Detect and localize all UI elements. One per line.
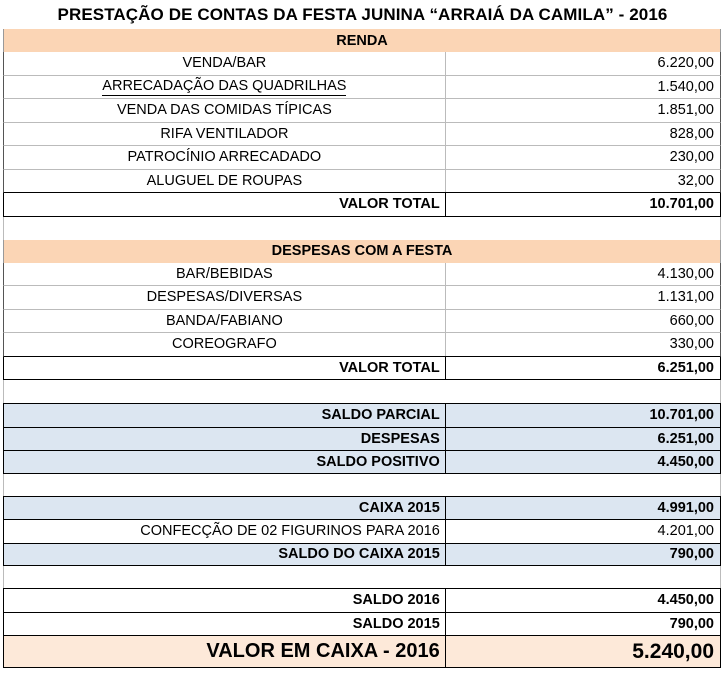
table-row (3, 76, 721, 100)
row-label: PATROCÍNIO ARRECADADO (127, 149, 322, 166)
valor-em-caixa-value: 5.240,00 (445, 636, 720, 667)
row-value: 6.220,00 (445, 52, 720, 75)
row-label: BANDA/FABIANO (165, 312, 283, 329)
accounts-sheet (3, 29, 721, 668)
row-label-text: ARRECADAÇÃO DAS QUADRILHAS (102, 77, 347, 94)
caixa-2015-row (3, 496, 721, 520)
table-row (3, 286, 721, 310)
table-row (3, 146, 721, 170)
table-row (3, 170, 721, 194)
caixa-2015-value: 4.991,00 (445, 497, 720, 520)
saldo-parcial-value: 10.701,00 (445, 404, 720, 427)
row-label: VENDA DAS COMIDAS TÍPICAS (116, 102, 332, 119)
table-row (3, 333, 721, 357)
row-label: COREOGRAFO (172, 336, 277, 353)
saldo-caixa-row (3, 543, 721, 567)
despesas-header (3, 240, 721, 263)
row-value: 1.540,00 (445, 76, 720, 99)
despesas-total-value: 6.251,00 (445, 357, 720, 380)
row-value: 4.130,00 (445, 263, 720, 286)
saldo-2016-value: 4.450,00 (445, 589, 720, 612)
spacer-row (3, 566, 721, 588)
renda-total-value: 10.701,00 (445, 193, 720, 216)
renda-header-label: RENDA (336, 32, 388, 49)
row-label: BAR/BEBIDAS (176, 265, 273, 282)
saldo-2016-row (3, 588, 721, 612)
valor-em-caixa-row (3, 635, 721, 668)
table-row (3, 263, 721, 287)
renda-total-row (3, 193, 721, 217)
row-label (4, 76, 445, 99)
saldo-despesas-row (3, 427, 721, 451)
table-row (3, 310, 721, 334)
table-row (3, 123, 721, 147)
renda-header (3, 29, 721, 52)
saldo-2016-label: SALDO 2016 (352, 592, 440, 609)
saldo-despesas-value: 6.251,00 (445, 428, 720, 451)
saldo-caixa-value: 790,00 (445, 544, 720, 566)
confeccao-label: CONFECÇÃO DE 02 FIGURINOS PARA 2016 (140, 523, 440, 540)
row-label: ALUGUEL DE ROUPAS (146, 172, 303, 189)
saldo-parcial-row (3, 403, 721, 427)
despesas-total-label: VALOR TOTAL (339, 359, 440, 376)
row-value: 660,00 (445, 310, 720, 333)
table-row (3, 52, 721, 76)
row-value: 1.131,00 (445, 286, 720, 309)
caixa-2015-label: CAIXA 2015 (358, 499, 440, 516)
spacer-row (3, 474, 721, 496)
saldo-parcial-label: SALDO PARCIAL (321, 407, 440, 424)
row-label: VENDA/BAR (182, 55, 267, 72)
confeccao-row (3, 519, 721, 543)
row-value: 828,00 (445, 123, 720, 146)
saldo-2015-row (3, 612, 721, 636)
row-value: 1.851,00 (445, 99, 720, 122)
row-label: DESPESAS/DIVERSAS (146, 289, 303, 306)
saldo-despesas-label: DESPESAS (360, 430, 440, 447)
renda-total-label: VALOR TOTAL (339, 196, 440, 213)
saldo-2015-label: SALDO 2015 (352, 615, 440, 632)
despesas-header-label: DESPESAS COM A FESTA (271, 243, 453, 259)
row-value: 230,00 (445, 146, 720, 169)
saldo-positivo-label: SALDO POSITIVO (316, 453, 440, 470)
saldo-2015-value: 790,00 (445, 613, 720, 636)
saldo-positivo-value: 4.450,00 (445, 451, 720, 473)
confeccao-value: 4.201,00 (445, 520, 720, 543)
document-title: PRESTAÇÃO DE CONTAS DA FESTA JUNINA “ARRAIÁ DA CAMILA” - 2016 (57, 5, 668, 24)
despesas-total-row (3, 357, 721, 381)
saldo-positivo-row (3, 450, 721, 474)
row-value: 330,00 (445, 333, 720, 356)
spacer-row (3, 380, 721, 403)
spacer-row (3, 217, 721, 240)
valor-em-caixa-label: VALOR EM CAIXA - 2016 (206, 640, 440, 662)
row-label: RIFA VENTILADOR (160, 125, 289, 142)
saldo-caixa-label: SALDO DO CAIXA 2015 (278, 546, 440, 563)
table-row (3, 99, 721, 123)
row-value: 32,00 (445, 170, 720, 193)
